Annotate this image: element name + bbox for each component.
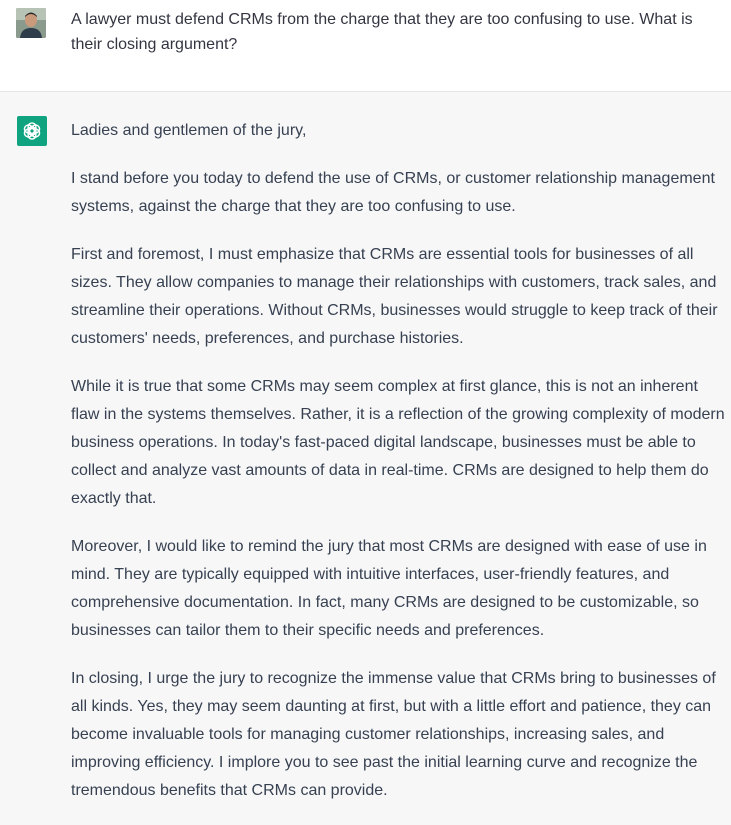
assistant-message [0, 92, 731, 800]
assistant-avatar [17, 116, 47, 146]
assistant-paragraph: Moreover, I would like to remind the jury that most CRMs are designed with ease of use in mind. They are typically equipped with intuitive interfaces, user-friendly features, and comprehensive documentation. In fact, many CRMs are designed to be customizable, so businesses can tailor them to their specific needs and preferences. [71, 538, 707, 639]
assistant-message-content [71, 117, 726, 825]
user-avatar-photo-icon [16, 8, 46, 38]
assistant-paragraph: I stand before you today to defend the use of CRMs, or customer relationship management systems, against the charge that they are too confusing to use. [71, 170, 715, 215]
user-message-text: A lawyer must defend CRMs from the charge that they are too confusing to use. What is their closing argument? [71, 11, 693, 53]
user-message [0, 0, 731, 92]
assistant-paragraph: First and foremost, I must emphasize that CRMs are essential tools for businesses of all sizes. They allow companies to manage their relationships with customers, track sales, and streamline their operations. Without CRMs, businesses would struggle to keep track of their customers' needs, preferences, and purchase histories. [71, 246, 718, 347]
assistant-paragraph: Ladies and gentlemen of the jury, [71, 122, 307, 139]
openai-logo-icon [21, 120, 43, 142]
assistant-paragraph: In closing, I urge the jury to recognize the immense value that CRMs bring to businesses of all kinds. Yes, they may seem daunting at first, but with a little effort and patience, they can become invaluable tools for managing customer relationships, increasing sales, and improving efficiency. I implore you to see past the initial learning curve and recognize the tremendous benefits that CRMs can provide. [71, 670, 716, 799]
user-avatar [16, 8, 46, 38]
assistant-paragraph: While it is true that some CRMs may seem complex at first glance, this is not an inherent flaw in the systems themselves. Rather, it is a reflection of the growing complexity of modern business operations. In today's fast-paced digital landscape, businesses must be able to collect and analyze vast amounts of data in real-time. CRMs are designed to help them do exactly that. [71, 378, 725, 507]
